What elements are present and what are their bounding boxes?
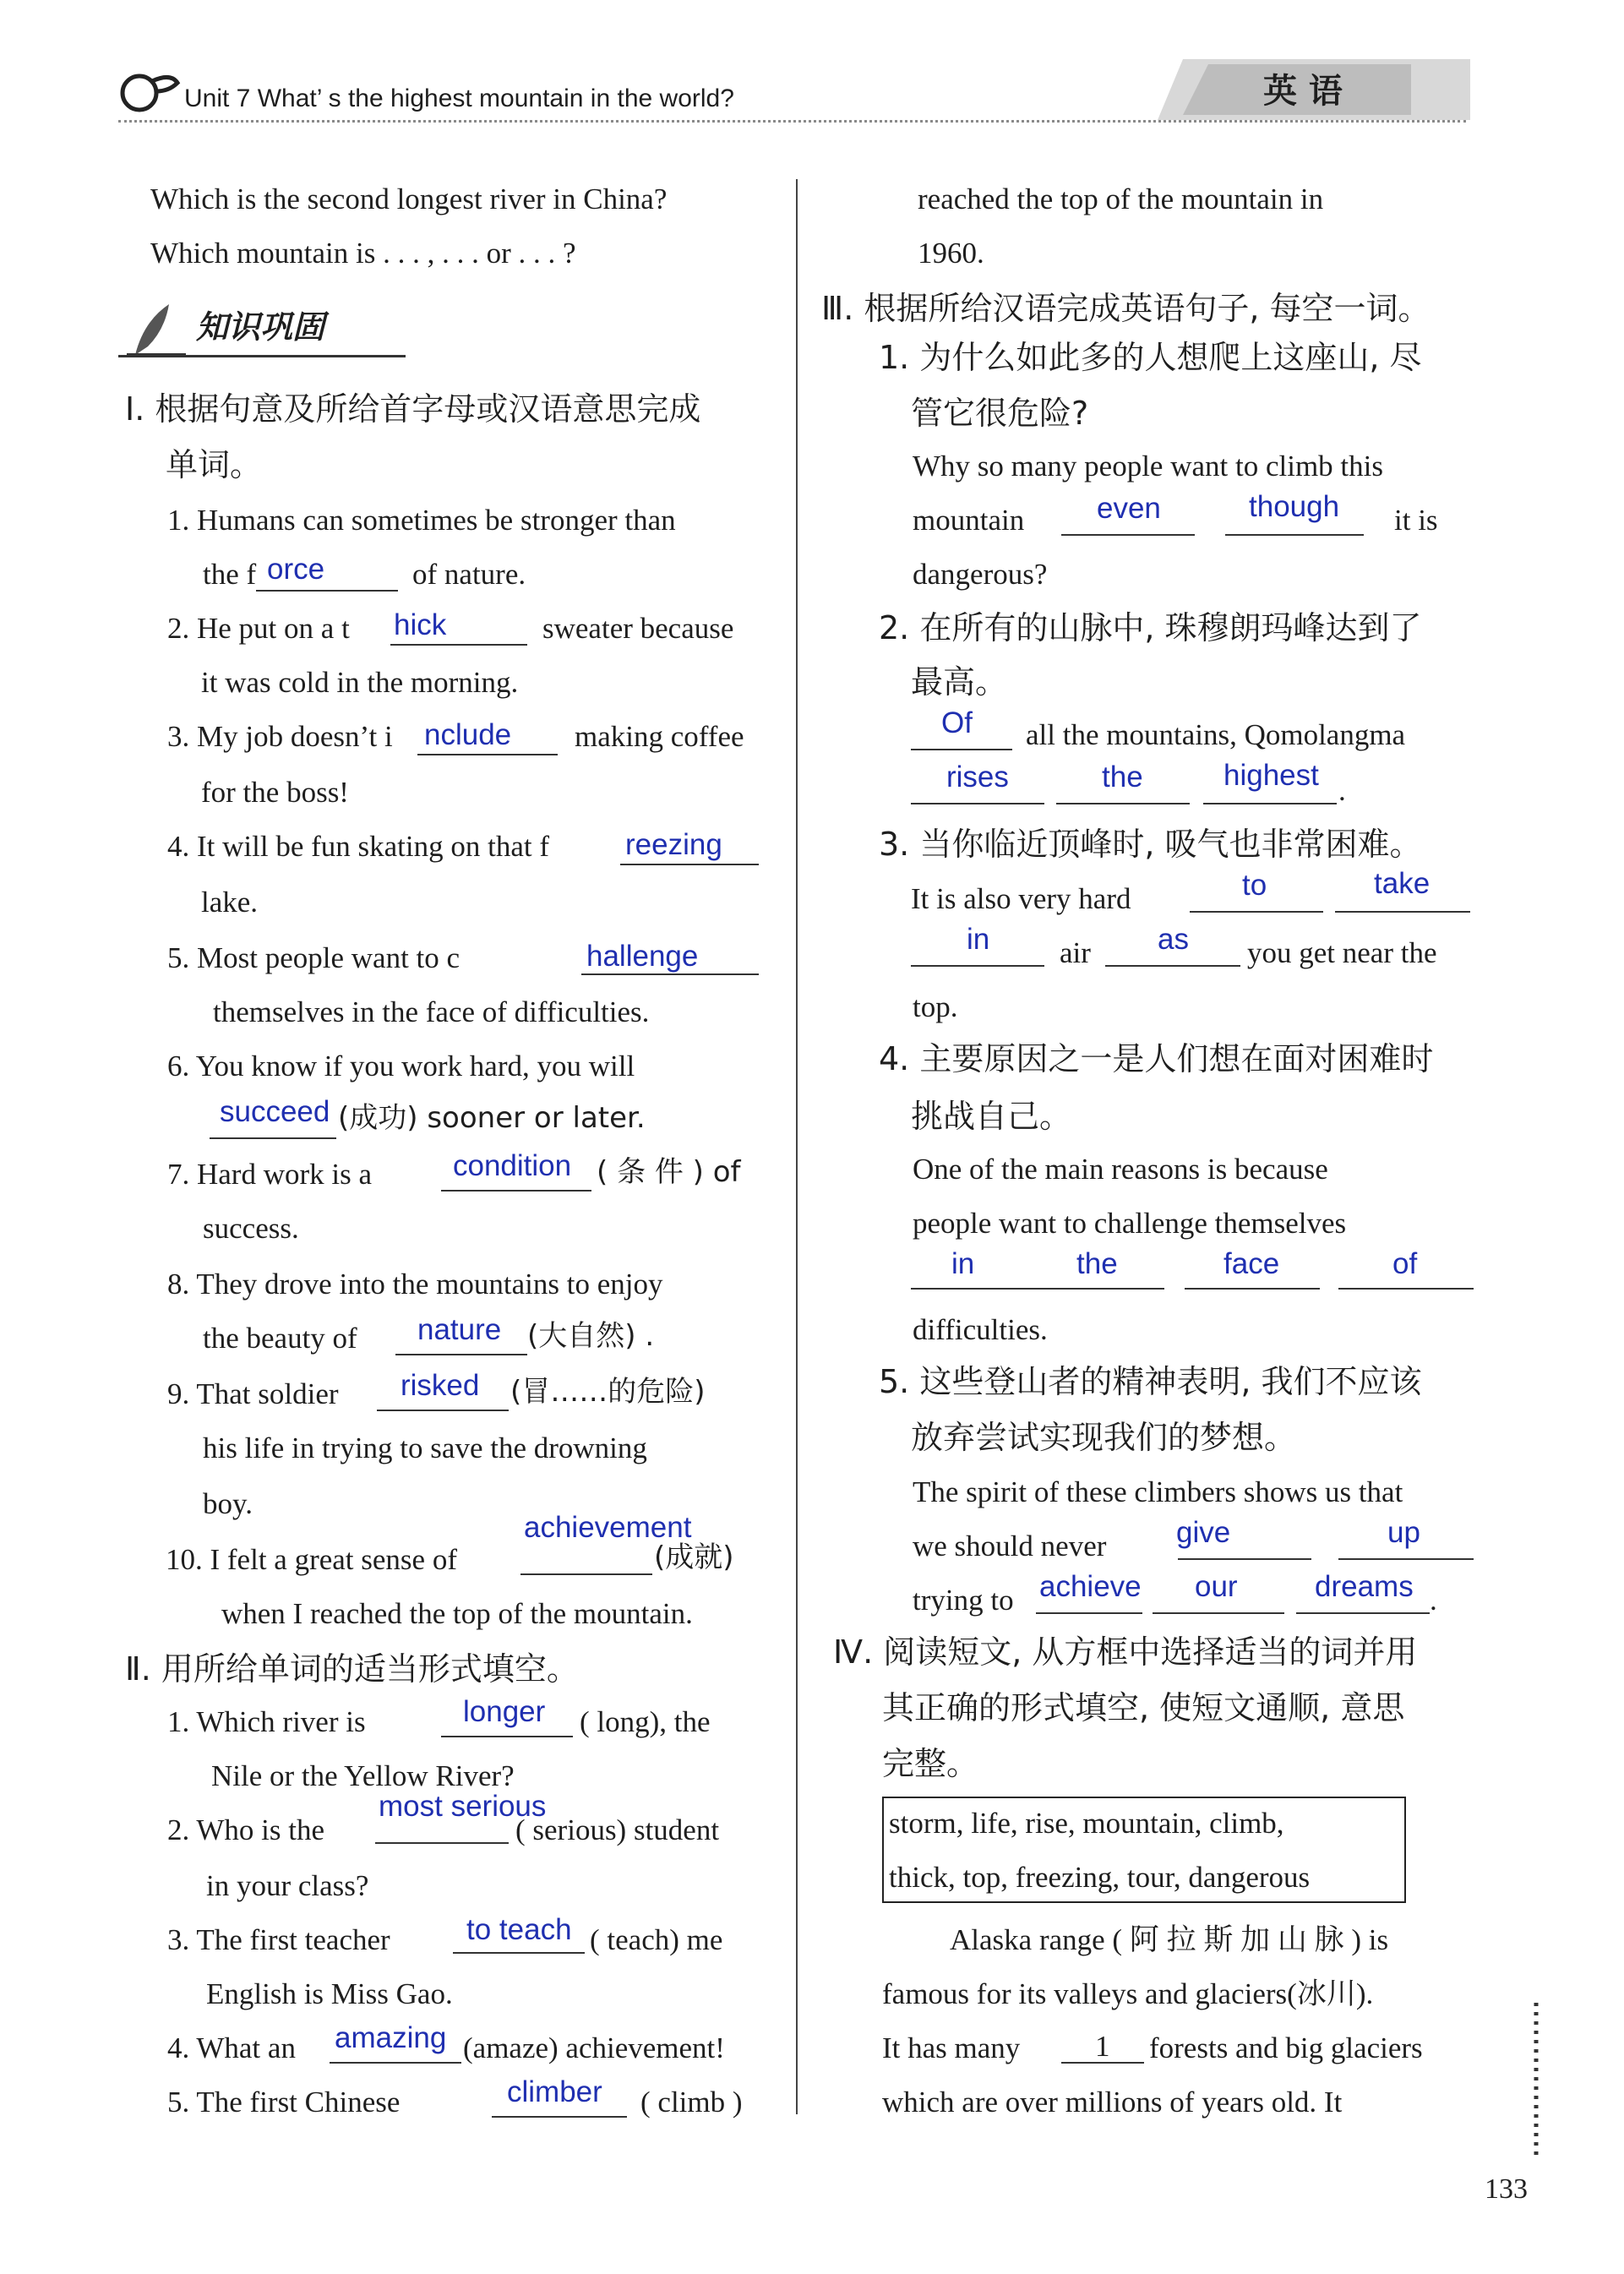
s1-q6-blank [210, 1137, 336, 1139]
s3-q5-blank-4 [1153, 1612, 1284, 1614]
s1-q1-line1: 1. Humans can sometimes be stronger than [167, 504, 676, 537]
s1-q3-blank [417, 754, 558, 755]
s1-q10-blank [520, 1573, 652, 1575]
s2-q1-line1a: 1. Which river is [167, 1705, 366, 1738]
cont-line-1: reached the top of the mountain in [918, 183, 1324, 215]
s3-q4-en3: difficulties. [913, 1313, 1048, 1346]
s1-q9-line1b: (冒……的危险) [510, 1375, 706, 1409]
s3-q4-answer-1: in [951, 1247, 975, 1280]
s3-q3-blank-1 [1190, 911, 1323, 913]
s1-q9-line2: his life in trying to save the drowning [203, 1431, 647, 1464]
s3-q4-en1: One of the main reasons is because [913, 1153, 1328, 1186]
section-heading: 知识巩固 [196, 308, 325, 346]
s2-q3-line2: English is Miss Gao. [206, 1977, 453, 2010]
s3-q5-blank-2 [1338, 1558, 1474, 1560]
passage-blank-number: 1 [1095, 2030, 1110, 2063]
s3-q1-en2b: it is [1394, 504, 1438, 537]
s2-q2-blank [375, 1842, 509, 1844]
s3-q4-blank-3 [1185, 1288, 1320, 1290]
s2-q1-line2: Nile or the Yellow River? [211, 1759, 515, 1792]
passage-line-3b: forests and big glaciers [1149, 2031, 1423, 2064]
s3-q1-en1: Why so many people want to climb this [913, 450, 1383, 483]
s3-q5-zh2: 放弃尝试实现我们的梦想。 [911, 1419, 1297, 1456]
s1-q8-line1: 8. They drove into the mountains to enjoy [167, 1268, 663, 1301]
s3-q5-answer-4: our [1195, 1570, 1238, 1603]
s2-q5-answer: climber [507, 2075, 602, 2108]
s3-q1-answer-1: even [1097, 492, 1161, 525]
s1-q4-line2: lake. [201, 886, 259, 919]
s2-q4-blank [330, 2062, 461, 2064]
s1-q4-blank [620, 864, 759, 865]
s3-q5-answer-3: achieve [1039, 1570, 1142, 1603]
s3-q5-en3a: trying to [913, 1584, 1014, 1617]
s3-q1-zh1: 1. 为什么如此多的人想爬上这座山, 尽 [879, 339, 1422, 376]
section2-title: Ⅱ. 用所给单词的适当形式填空。 [125, 1650, 579, 1688]
s1-q4-answer: reezing [625, 828, 722, 861]
s2-q5-line1a: 5. The first Chinese [167, 2086, 401, 2119]
s3-q3-answer-2: take [1374, 867, 1431, 900]
s3-q1-en2a: mountain [913, 504, 1025, 537]
s1-q6-answer: succeed [220, 1095, 330, 1128]
unit-title: Unit 7 What’ s the highest mountain in the world? [184, 85, 734, 112]
s1-q3-line1b: making coffee [575, 720, 744, 753]
passage-line-4: which are over millions of years old. It [882, 2086, 1343, 2119]
s3-q2-answer-2: rises [946, 761, 1009, 793]
plant-icon [118, 296, 194, 363]
s2-q4-line1b: (amaze) achievement! [463, 2031, 725, 2064]
s1-q6-line2b: (成功) sooner or later. [338, 1101, 646, 1135]
s3-q4-blank-1 [911, 1288, 1044, 1290]
s3-q5-en1: The spirit of these climbers shows us that [913, 1475, 1403, 1508]
s1-q7-line1a: 7. Hard work is a [167, 1158, 373, 1191]
s1-q10-line1b: (成就) [654, 1541, 734, 1574]
s2-q5-blank [492, 2116, 627, 2118]
s1-q1-line2b: of nature. [412, 558, 526, 591]
section4-title-2: 其正确的形式填空, 使短文通顺, 意思 [882, 1689, 1405, 1726]
s2-q1-answer: longer [463, 1695, 546, 1728]
s3-q2-zh2: 最高。 [911, 663, 1008, 701]
s3-q3-answer-1: to [1242, 869, 1267, 902]
s3-q4-blank-4 [1338, 1288, 1474, 1290]
s1-q8-line2a: the beauty of [203, 1322, 357, 1355]
s3-q5-zh1: 5. 这些登山者的精神表明, 我们不应该 [879, 1363, 1422, 1400]
s3-q5-dot: . [1430, 1584, 1437, 1617]
s2-q2-line1b: ( serious) student [515, 1813, 720, 1846]
s1-q4-line1a: 4. It will be fun skating on that f [167, 830, 550, 863]
unit-logo-icon [118, 66, 186, 117]
section4-title-3: 完整。 [882, 1745, 979, 1782]
s2-q3-blank [453, 1952, 585, 1954]
passage-blank-1 [1061, 2062, 1144, 2064]
s1-q8-answer: nature [417, 1313, 502, 1346]
s1-q5-line1a: 5. Most people want to c [167, 941, 460, 974]
s3-q5-blank-3 [1036, 1612, 1142, 1614]
s2-q2-line2: in your class? [206, 1869, 369, 1902]
s3-q4-blank-2 [1044, 1288, 1164, 1290]
s1-q8-blank [395, 1354, 527, 1355]
s3-q3-blank-4 [1105, 965, 1240, 967]
s3-q4-answer-3: face [1223, 1247, 1280, 1280]
s3-q3-zh1: 3. 当你临近顶峰时, 吸气也非常困难。 [879, 826, 1422, 863]
section1-title-1: Ⅰ. 根据句意及所给首字母或汉语意思完成 [125, 390, 701, 428]
s3-q3-en2b: you get near the [1247, 936, 1437, 969]
s3-q2-dot: . [1338, 774, 1346, 807]
s3-q4-zh2: 挑战自己。 [911, 1098, 1072, 1135]
s2-q4-answer: amazing [335, 2021, 447, 2054]
s3-q2-blank-4 [1203, 803, 1337, 804]
s3-q5-blank-5 [1296, 1612, 1430, 1614]
s3-q3-blank-2 [1335, 911, 1470, 913]
s2-q1-blank [441, 1736, 573, 1737]
word-box-line-2: thick, top, freezing, tour, dangerous [889, 1861, 1311, 1894]
s3-q3-en3: top. [913, 990, 958, 1023]
s3-q1-blank-2 [1225, 534, 1364, 536]
s3-q4-zh1: 4. 主要原因之一是人们想在面对困难时 [879, 1040, 1434, 1077]
s3-q5-answer-1: give [1176, 1516, 1231, 1549]
s1-q5-line2: themselves in the face of difficulties. [213, 995, 650, 1028]
s1-q5-blank [581, 973, 759, 975]
s3-q5-answer-2: up [1387, 1516, 1420, 1549]
s1-q3-answer: nclude [424, 718, 512, 751]
s3-q2-zh1: 2. 在所有的山脉中, 珠穆朗玛峰达到了 [879, 609, 1422, 646]
s3-q3-en2a: air [1060, 936, 1091, 969]
s3-q4-en2: people want to challenge themselves [913, 1207, 1347, 1240]
s1-q2-line2: it was cold in the morning. [201, 666, 519, 699]
s3-q3-blank-3 [911, 965, 1044, 967]
s3-q2-blank-2 [911, 803, 1044, 804]
section4-title-1: Ⅳ. 阅读短文, 从方框中选择适当的词并用 [833, 1633, 1418, 1671]
column-divider [796, 179, 798, 2114]
intro-line-1: Which is the second longest river in China? [150, 183, 668, 215]
s1-q2-blank [390, 644, 527, 646]
cont-line-2: 1960. [918, 237, 984, 270]
s3-q2-answer-4: highest [1223, 759, 1319, 792]
s3-q2-en1: all the mountains, Qomolangma [1026, 718, 1406, 751]
s3-q4-answer-2: the [1076, 1247, 1118, 1280]
s1-q2-line1a: 2. He put on a t [167, 612, 350, 645]
passage-line-1: Alaska range ( 阿 拉 斯 加 山 脉 ) is [950, 1923, 1389, 1956]
s3-q2-answer-3: the [1102, 761, 1143, 793]
s3-q2-answer-1: Of [941, 706, 973, 739]
page-number: 133 [1485, 2173, 1528, 2205]
s1-q10-answer: achievement [524, 1511, 692, 1544]
s1-q3-line2: for the boss! [201, 776, 349, 809]
word-box-line-1: storm, life, rise, mountain, climb, [889, 1807, 1284, 1840]
section3-title: Ⅲ. 根据所给汉语完成英语句子, 每空一词。 [821, 290, 1431, 327]
s1-q3-line1a: 3. My job doesn’t i [167, 720, 393, 753]
s1-q9-blank [377, 1410, 509, 1411]
s2-q2-answer: most serious [379, 1790, 547, 1823]
s3-q5-answer-5: dreams [1315, 1570, 1414, 1603]
s3-q3-answer-3: in [967, 923, 990, 956]
s1-q10-line1a: 10. I felt a great sense of [166, 1543, 457, 1576]
s3-q4-answer-4: of [1392, 1247, 1418, 1280]
s3-q3-en1a: It is also very hard [911, 882, 1131, 915]
s3-q1-answer-2: though [1249, 490, 1340, 523]
s2-q3-line1b: ( teach) me [590, 1923, 723, 1956]
intro-line-2: Which mountain is . . . , . . . or . . . ? [150, 237, 576, 270]
s1-q1-blank [256, 590, 398, 592]
section-heading-underline [118, 355, 406, 357]
s3-q1-zh2: 管它很危险? [911, 395, 1089, 432]
s1-q8-line2b: (大自然) . [527, 1319, 655, 1353]
section1-title-2: 单词。 [166, 446, 263, 483]
s1-q9-line1a: 9. That soldier [167, 1377, 339, 1410]
s3-q1-blank-1 [1061, 534, 1195, 536]
s1-q1-line2a: the f [203, 558, 257, 591]
passage-line-3a: It has many [882, 2031, 1021, 2064]
s2-q3-line1a: 3. The first teacher [167, 1923, 390, 1956]
s3-q5-blank-1 [1178, 1558, 1311, 1560]
s1-q7-answer: condition [453, 1149, 572, 1182]
s1-q2-line1b: sweater because [542, 612, 734, 645]
s1-q7-line2: success. [203, 1212, 299, 1245]
s1-q10-line2: when I reached the top of the mountain. [221, 1597, 693, 1630]
s3-q2-blank-3 [1056, 803, 1190, 804]
s1-q2-answer: hick [394, 608, 447, 641]
s2-q1-line1b: ( long), the [580, 1705, 711, 1738]
s2-q3-answer: to teach [466, 1913, 572, 1946]
passage-line-2: famous for its valleys and glaciers(冰川). [882, 1977, 1374, 2010]
s1-q9-answer: risked [401, 1369, 480, 1402]
s3-q1-en3: dangerous? [913, 558, 1048, 591]
s1-q7-line1b: ( 条 件 ) of [597, 1155, 741, 1189]
s1-q5-answer: hallenge [586, 940, 699, 973]
s3-q3-answer-4: as [1158, 923, 1189, 956]
s2-q2-line1a: 2. Who is the [167, 1813, 325, 1846]
s2-q4-line1a: 4. What an [167, 2031, 296, 2064]
margin-dots [1531, 2003, 1541, 2155]
s1-q6-line1: 6. You know if you work hard, you will [167, 1050, 635, 1082]
subject-label: 英 语 [1263, 72, 1343, 111]
s3-q5-en2a: we should never [913, 1530, 1107, 1562]
s3-q2-blank-1 [911, 749, 1012, 750]
s1-q1-answer: orce [267, 553, 325, 586]
s1-q7-blank [441, 1190, 591, 1192]
s2-q5-line1b: ( climb ) [640, 2086, 743, 2119]
s1-q9-line3: boy. [203, 1487, 253, 1520]
